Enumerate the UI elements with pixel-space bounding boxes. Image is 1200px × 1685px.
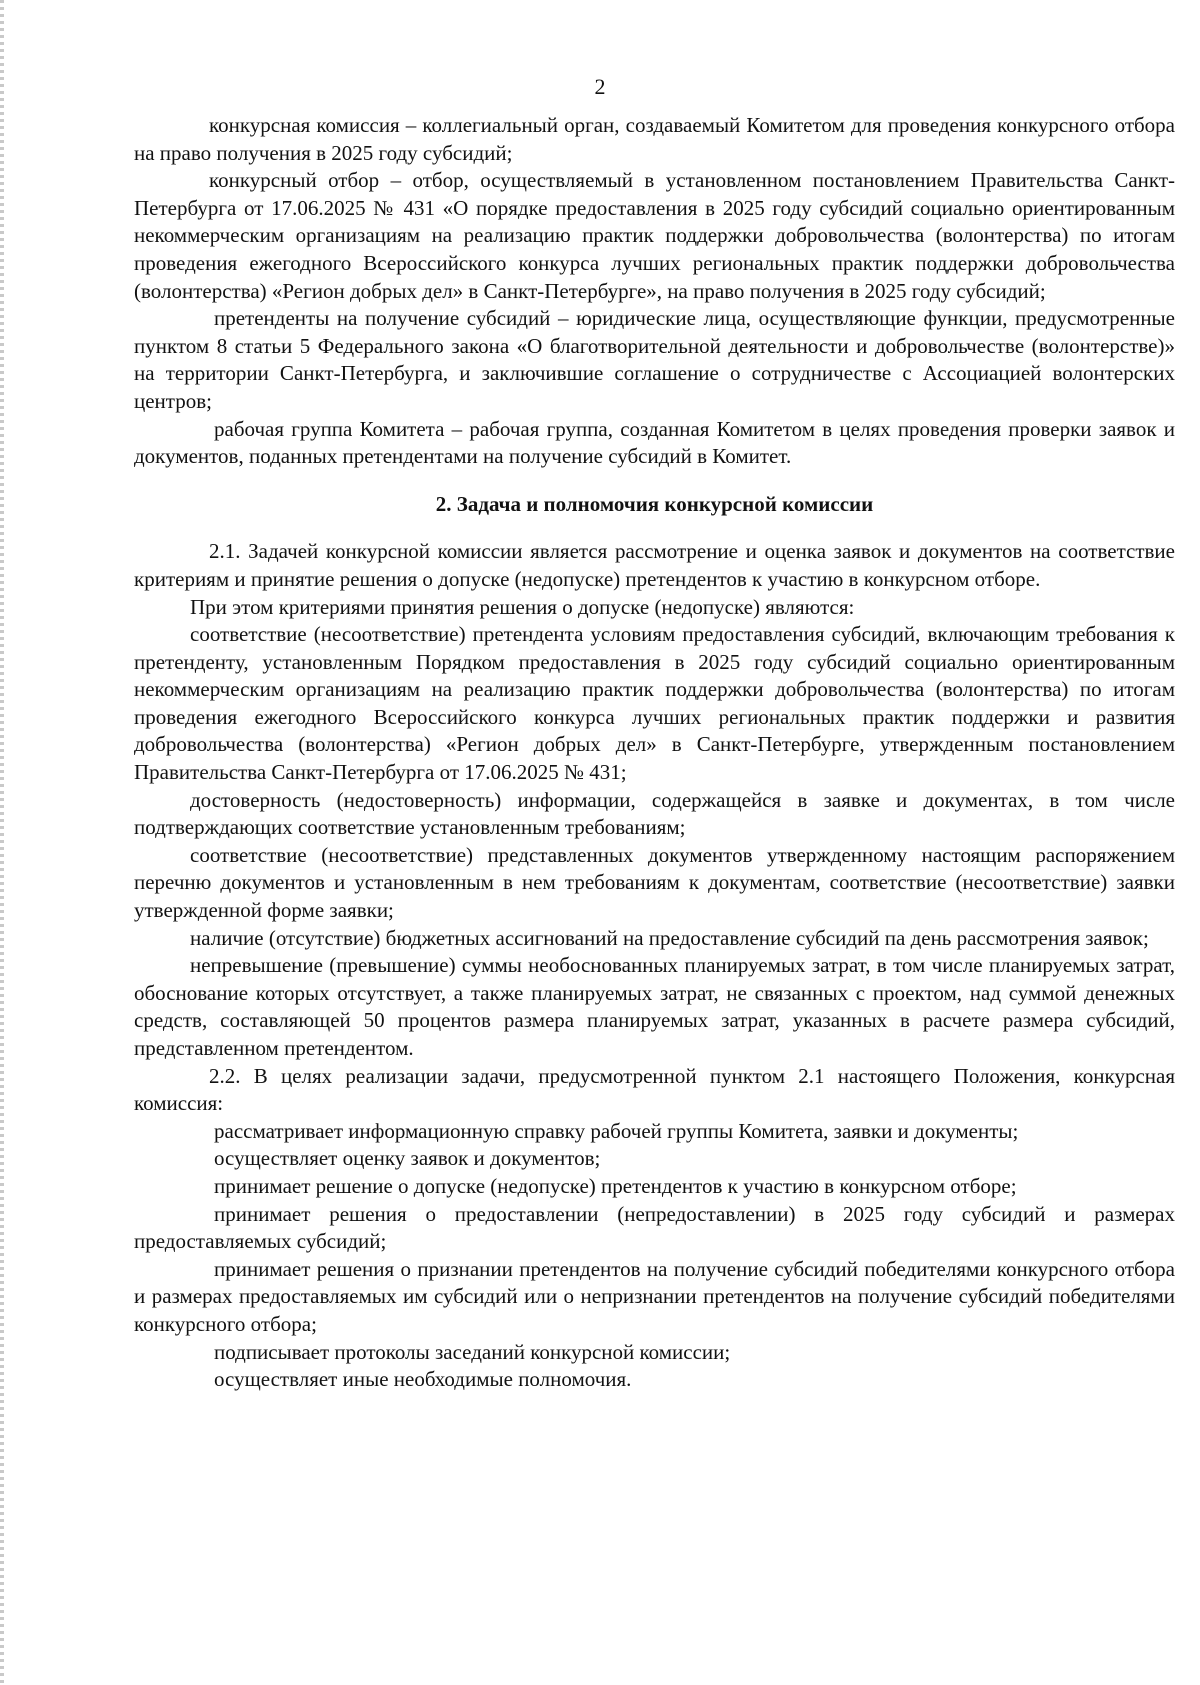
criterion-budget: наличие (отсутствие) бюджетных ассигнований на предоставление субсидий па день рассмотрения заявок; [190,925,1149,950]
definition-working-group: рабочая группа Комитета – рабочая группа, созданная Комитетом в целях проведения проверки заявок и документов, поданных претендентами на получение субсидий в Комитет. [134,416,1175,469]
criterion-compliance: соответствие (несоответствие) претендента условиям предоставления субсидий, включающим требования к претенденту, установленным Порядком предоставления в 2025 году субсидий социально ориентированным некоммерческим организациям на реализацию практик поддержки добровольчества (волонтерства) по итогам проведения ежегодного Всероссийского конкурса лучших региональных практик поддержки и развития добровольчества (волонтерства) «Регион добрых дел» в Санкт-Петербурге, утвержденным постановлением Правительства Санкт-Петербурга от 17.06.2025 № 431; [134,622,1175,785]
clause-2-2: 2.2. В целях реализации задачи, предусмотренной пунктом 2.1 настоящего Положения, конкурсная комиссия: [134,1063,1175,1116]
section-heading: 2. Задача и полномочия конкурсной комиссии [435,491,874,516]
power-assessment: осуществляет оценку заявок и документов; [214,1146,601,1171]
definition-commission: конкурсная комиссия – коллегиальный орган, создаваемый Комитетом для проведения конкурсного отбора на право получения в 2025 году субсидий; [134,113,1175,165]
document-body [134,112,1175,1394]
power-admission: принимает решение о допуске (недопуске) претендентов к участию в конкурсном отборе; [214,1173,1017,1198]
definition-selection: конкурсный отбор – отбор, осуществляемый в установленном постановлением Правительства Санкт-Петербурга от 17.06.2025 № 431 «О порядке предоставления в 2025 году субсидий социально ориентированным некоммерческим организациям на реализацию практик поддержки добровольчества (волонтерства) по итогам проведения ежегодного Всероссийского конкурса лучших региональных практик поддержки добровольчества (волонтерства) «Регион добрых дел» в Санкт-Петербурге», на право получения в 2025 году субсидий; [134,168,1175,303]
criteria-intro: При этом критериями принятия решения о допуске (недопуске) являются: [190,594,855,619]
criterion-documents: соответствие (несоответствие) представленных документов утвержденному настоящим распоряжением перечню документов и установленным в нем требованиям к документам, соответствие (несоответствие) заявки утвержденной форме заявки; [134,842,1175,923]
power-review: рассматривает информационную справку рабочей группы Комитета, заявки и документы; [214,1118,1019,1143]
criterion-reliability: достоверность (недостоверность) информации, содержащейся в заявке и документах, в том числе подтверждающих соответствие установленным требованиям; [134,787,1175,840]
power-protocols: подписывает протоколы заседаний конкурсной комиссии; [214,1339,731,1364]
definition-applicants: претенденты на получение субсидий – юридические лица, осуществляющие функции, предусмотренные пунктом 8 статьи 5 Федерального закона «О благотворительной деятельности и добровольчестве (волонтерстве)» на территории Санкт-Петербурга, и заключившие соглашение о сотрудничестве с Ассоциацией волонтерских центров; [134,306,1175,413]
power-other: осуществляет иные необходимые полномочия. [214,1367,632,1392]
scan-edge [0,0,4,1685]
page-number: 2 [594,74,606,99]
clause-2-1: 2.1. Задачей конкурсной комиссии является рассмотрение и оценка заявок и документов на соответствие критериям и принятие решения о допуске (недопуске) претендентов к участию в конкурсном отборе. [134,539,1175,591]
power-winners: принимает решения о признании претендентов на получение субсидий победителями конкурсного отбора и размерах предоставляемых им субсидий или о непризнании претендентов на получение субсидий победителями конкурсного отбора; [134,1256,1175,1336]
criterion-costs: непревышение (превышение) суммы необоснованных планируемых затрат, в том числе планируемых затрат, обоснование которых отсутствует, а также планируемых затрат, не связанных с проектом, над суммой денежных средств, составляющей 50 процентов размера планируемых затрат, указанных в расчете размера субсидий, представленном претендентом. [134,953,1175,1060]
power-subsidy-decision: принимает решения о предоставлении (непредоставлении) в 2025 году субсидий и размерах предоставляемых субсидий; [134,1201,1175,1254]
